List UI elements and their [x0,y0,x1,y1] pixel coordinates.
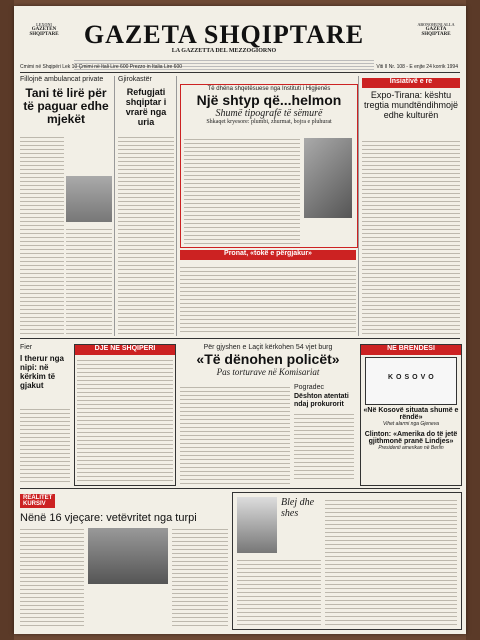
article-dek: Vihet alarmi nga Gjeneva [382,421,440,427]
right-ear-box [412,22,460,37]
newspaper-page [14,6,466,634]
right-binding [466,0,480,640]
article-dek: Shkaqet kryesore: plumbi, zhurmat, bojra e pluhurat [206,119,332,125]
date-line: Viti II Nr. 108 - E enjte 24 korrik 1994 [376,64,458,70]
right-ear-kicker: ABONOHUNI ALLA [417,22,455,27]
article-kicker: Për gjyshen e Laçit kërkohen 54 vjet burg [203,344,333,351]
article-headline: I therur nga nipi: në kërkim të gjakut [20,354,65,390]
article-subhead: Shumë tipografë të sëmurë [215,108,323,119]
article-dek-2: Presidenti amerikan në Berlin [378,445,444,451]
article-headline: «Të dënohen policët» [196,351,340,367]
cartoon-figures [237,497,277,553]
article-body [180,384,290,484]
section-label: Insiatívë e re [362,78,460,88]
left-binding [0,0,14,640]
section-rule [20,338,460,339]
article-expo [362,90,460,120]
article-headline: «Në Kosovë situata shumë e rëndë» [363,407,459,421]
classifieds-list [325,497,457,625]
column-rule [176,76,177,336]
classifieds-body [237,557,321,625]
article-body [66,226,112,334]
article-body [184,136,300,244]
article-headline: Tani të lirë për të paguar edhe mjekët [23,86,109,126]
left-ear-text: GAZETEN SHQIPTARE [29,27,59,37]
section-label-line1: REALITET [23,495,53,501]
article-body [20,406,70,484]
inside-box [360,344,462,486]
article-higjiena [184,86,354,125]
article-headline: Expo-Tirana: kështu tregtia mundtëndihmojë edhe kulturën [363,90,459,120]
column-rule [358,76,359,336]
brief-box [74,344,176,486]
article-body [20,134,64,334]
section-label: Pronat, «tokë e përgjakur» [180,250,356,260]
building-photo [88,528,168,584]
masthead-rule [20,72,460,73]
classifieds-box [232,492,462,630]
printing-press-photo [304,138,352,218]
article-headline-2: Clinton: «Amerika do të jetë gjithmonë pranë Lindjes» [364,431,458,445]
article-headline: Nënë 16 vjeçare: vetëvritet nga turpi [20,512,197,524]
article-fier [20,344,70,390]
article-kicker: Fillojnë ambulancat private [20,76,104,83]
article-body [294,411,354,481]
article-headline: Refugjati shqiptar i vrarë nga uria [125,87,167,127]
article-ambulancat [20,76,112,126]
article-body [172,526,228,626]
article-headline: Dështon atentati ndaj prokurorit [294,393,349,408]
article-body [20,526,84,626]
map-label: KOSOVO [388,374,437,381]
section-label: DJE NE SHQIPERI [75,345,175,355]
article-kicker: Gjirokastër [118,76,152,83]
article-realitet [20,492,226,524]
price-line: Cmimi në Shqipëri Lek 10 Çmimi në Itali Lire 600 Prezzo in Italia Lire 600 [20,64,183,70]
brief-body [77,357,173,483]
section-label-line2: KURSIV [23,501,46,507]
ambulance-photo [66,176,112,222]
article-refugjati [118,76,174,127]
column-rule [114,76,115,336]
right-ear-text: GAZETA SHQIPTARE [421,27,451,37]
newspaper-title: GAZETA SHQIPTARE [83,20,365,49]
article-kicker: Pogradec [294,384,324,391]
kosovo-map [365,357,457,405]
section-label [20,494,55,508]
article-body [362,138,460,334]
section-label: NE BRENDESI [361,345,461,355]
article-pogradec [294,384,354,481]
left-ear-box: LEXONI GAZETEN SHQIPTARE [20,22,68,37]
article-kicker: Fier [20,344,33,351]
article-subhead: Pas torturave në Komisariat [216,367,320,377]
article-headline: Një shtyp që...helmon [196,92,342,108]
article-policet [180,344,356,377]
article-kicker: Të dhëna shqetësuese nga Instituti i Higjienës [207,86,331,92]
article-body [180,264,356,334]
article-body [118,134,174,334]
newspaper-subtitle: LA GAZZETTA DEL MEZZOGIORNO [171,48,277,54]
section-rule [20,488,460,489]
classifieds-title: Blej dhe shes [281,497,315,519]
